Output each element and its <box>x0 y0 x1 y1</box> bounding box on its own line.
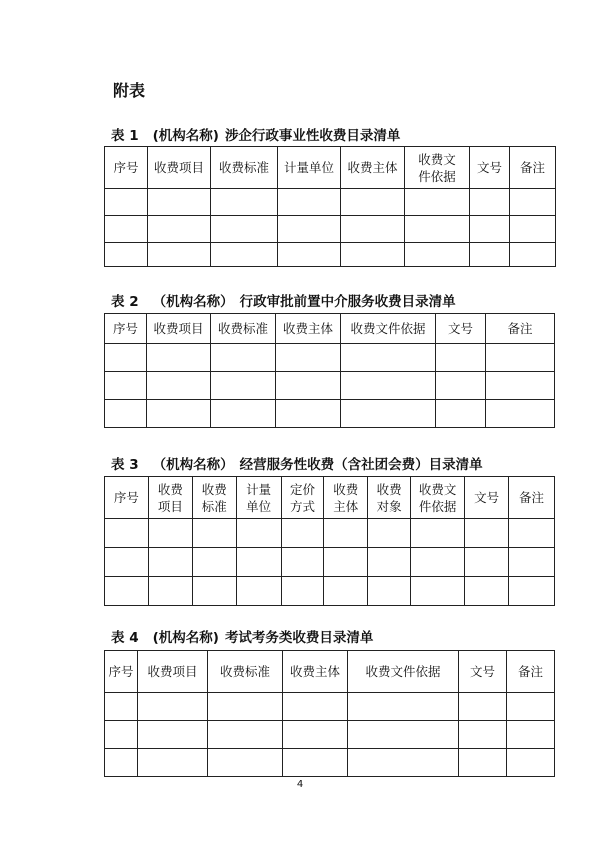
header-text: 收费项目 <box>157 481 183 514</box>
table-number: 表 2 <box>111 294 139 310</box>
table-row <box>105 243 556 267</box>
header-cell: 收费主体 <box>283 651 348 693</box>
table-number: 表 1 <box>111 128 139 144</box>
header-text: 收费文件依据 <box>418 481 457 514</box>
header-cell: 收费文件依据 <box>341 314 436 344</box>
header-cell: 收费标准 <box>211 147 278 189</box>
org-placeholder: (机构名称) <box>152 630 219 646</box>
header-cell <box>192 477 236 519</box>
header-cell: 序号 <box>105 477 149 519</box>
table-1-caption <box>111 124 400 144</box>
header-cell: 收费文件依据 <box>348 651 459 693</box>
header-cell <box>281 477 324 519</box>
table-title: 涉企行政事业性收费目录清单 <box>224 128 401 144</box>
table-row <box>105 749 555 777</box>
header-cell: 收费标准 <box>211 314 276 344</box>
header-cell <box>368 477 411 519</box>
org-placeholder: （机构名称） <box>152 457 234 473</box>
table-4 <box>104 650 555 777</box>
table-title: 行政审批前置中介服务收费目录清单 <box>239 294 456 310</box>
header-cell: 备注 <box>507 651 555 693</box>
header-cell: 序号 <box>105 651 138 693</box>
header-cell: 收费主体 <box>276 314 341 344</box>
header-cell: 收费标准 <box>208 651 283 693</box>
table-row <box>105 693 555 721</box>
header-cell: 收费主体 <box>341 147 405 189</box>
header-cell <box>236 477 281 519</box>
header-cell: 文号 <box>470 147 510 189</box>
header-cell: 备注 <box>510 147 556 189</box>
header-cell <box>411 477 465 519</box>
table-title: 经营服务性收费（含社团会费）目录清单 <box>239 457 483 473</box>
header-cell: 文号 <box>465 477 509 519</box>
table-row <box>105 189 556 216</box>
header-cell: 备注 <box>509 477 555 519</box>
table-3-caption <box>111 453 483 473</box>
header-cell: 计量单位 <box>278 147 341 189</box>
header-cell: 序号 <box>105 147 148 189</box>
header-cell <box>324 477 368 519</box>
table-row <box>105 519 555 548</box>
table-row <box>105 721 555 749</box>
org-placeholder: （机构名称） <box>152 294 234 310</box>
header-cell: 收费项目 <box>147 314 211 344</box>
header-cell: 备注 <box>486 314 555 344</box>
doc-title: 附表 <box>113 81 146 100</box>
table-row <box>105 344 555 372</box>
header-cell: 文号 <box>459 651 507 693</box>
page-number: 4 <box>296 779 304 790</box>
table-row <box>105 548 555 577</box>
header-text: 定价方式 <box>289 481 315 514</box>
header-cell: 文号 <box>436 314 486 344</box>
header-cell: 序号 <box>105 314 147 344</box>
header-text: 计量单位 <box>246 481 272 514</box>
org-placeholder: (机构名称) <box>152 128 219 144</box>
table-2-caption <box>111 290 456 310</box>
table-number: 表 4 <box>111 630 139 646</box>
header-cell <box>148 477 192 519</box>
header-text: 收费文件依据 <box>418 151 456 184</box>
table-row <box>105 216 556 243</box>
header-text: 收费主体 <box>333 481 359 514</box>
table-row <box>105 577 555 606</box>
table-2 <box>104 313 555 428</box>
table-3 <box>104 476 555 606</box>
header-cell <box>405 147 470 189</box>
table-1 <box>104 146 556 267</box>
table-number: 表 3 <box>111 457 139 473</box>
header-text: 收费标准 <box>201 481 227 514</box>
table-row <box>105 400 555 428</box>
header-cell: 收费项目 <box>148 147 211 189</box>
header-cell: 收费项目 <box>138 651 208 693</box>
table-title: 考试考务类收费目录清单 <box>224 630 374 646</box>
table-4-caption <box>111 626 373 646</box>
header-text: 收费对象 <box>376 481 402 514</box>
table-row <box>105 372 555 400</box>
